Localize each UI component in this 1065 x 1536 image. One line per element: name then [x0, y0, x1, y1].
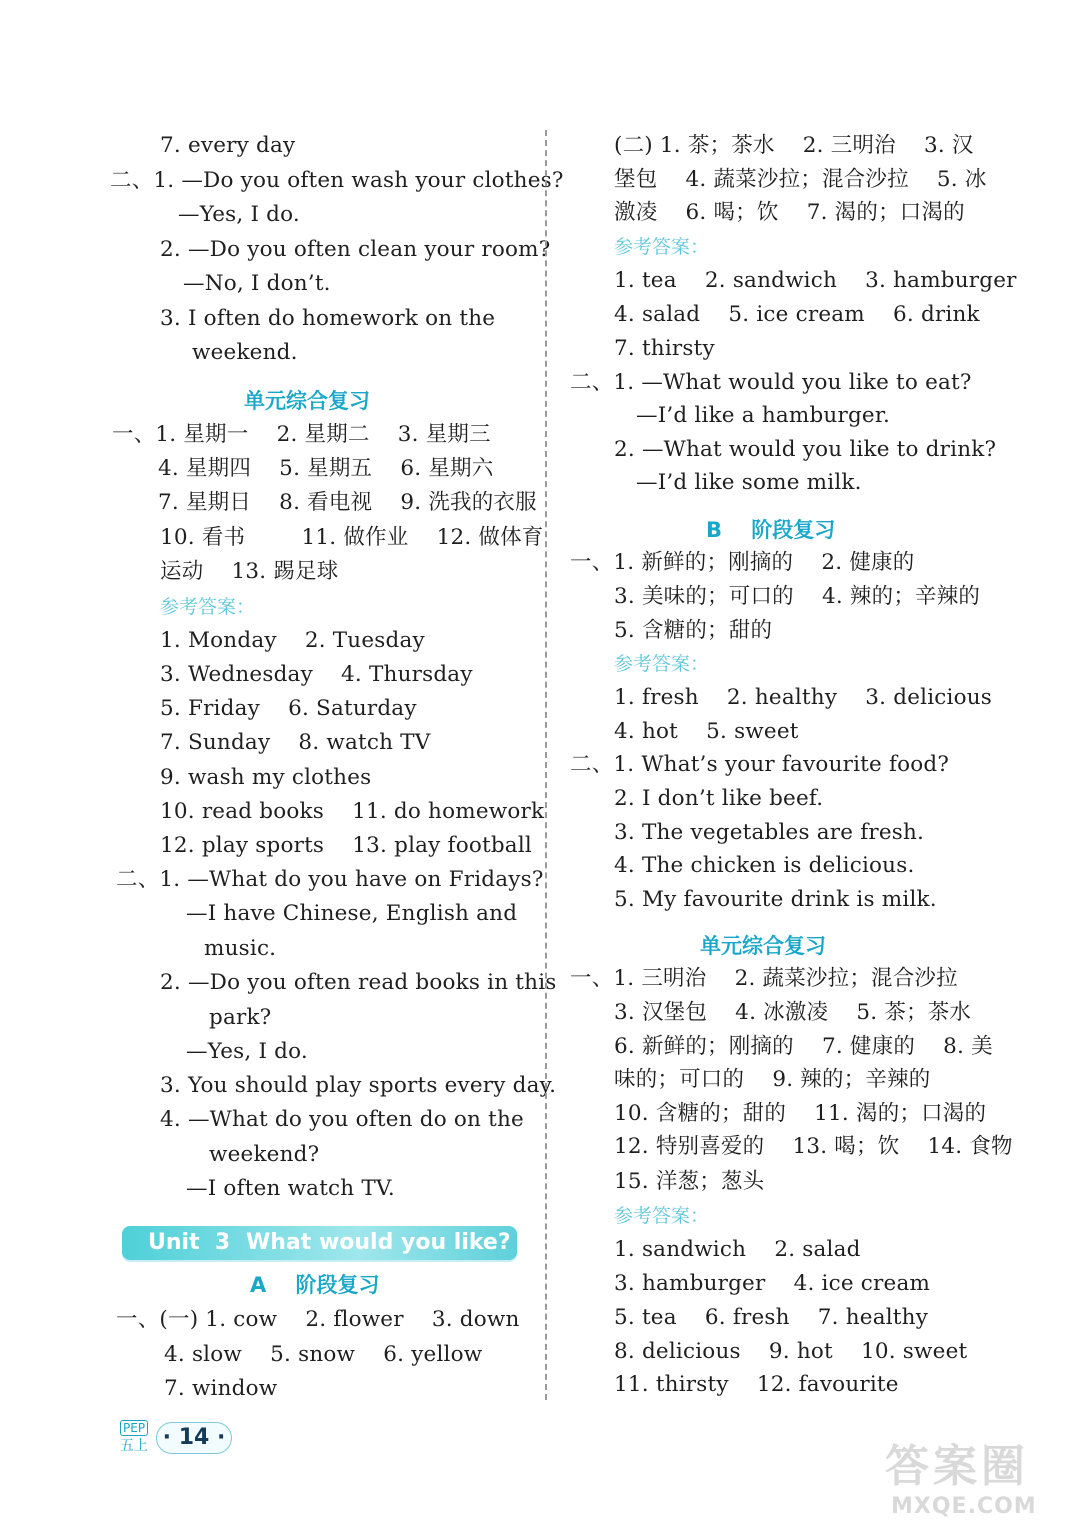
text-line: 3. I often do homework on the: [160, 306, 496, 331]
text-line: 1. sandwich 2. salad: [614, 1237, 861, 1262]
text-line: 二、1. What’s your favourite food?: [570, 752, 950, 777]
text-line: 8. delicious 9. hot 10. sweet: [614, 1339, 968, 1364]
text-line: 二、1. —Do you often wash your clothes?: [110, 168, 564, 193]
text-line: 一、1. 星期一 2. 星期二 3. 星期三: [112, 422, 491, 447]
text-line: —I’d like a hamburger.: [636, 403, 890, 428]
reference-answer-label: 参考答案：: [614, 236, 710, 258]
text-line: —I’d like some milk.: [636, 470, 862, 495]
text-line: 运动 13. 踢足球: [160, 559, 339, 584]
text-line: —Yes, I do.: [186, 1039, 308, 1064]
text-line: 5. My favourite drink is milk.: [614, 887, 937, 912]
edition-label: PEP: [120, 1420, 148, 1436]
section-heading: 单元综合复习: [244, 389, 370, 413]
text-line: 4. 星期四 5. 星期五 6. 星期六: [158, 456, 494, 481]
text-line: 4. salad 5. ice cream 6. drink: [614, 302, 980, 327]
text-line: 3. hamburger 4. ice cream: [614, 1271, 931, 1296]
text-line: 2. —What would you like to drink?: [614, 437, 997, 462]
text-line: 2. I don’t like beef.: [614, 786, 824, 811]
text-line: 味的；可口的 9. 辣的；辛辣的: [614, 1067, 931, 1092]
text-line: 5. Friday 6. Saturday: [160, 696, 417, 721]
reference-answer-label: 参考答案：: [614, 653, 710, 675]
text-line: 10. 看书 11. 做作业 12. 做体育: [160, 525, 544, 550]
text-line: 5. 含糖的；甜的: [614, 618, 773, 643]
text-line: 7. Sunday 8. watch TV: [160, 730, 431, 755]
text-line: music.: [204, 936, 277, 961]
page-number-badge: [118, 1418, 234, 1458]
unit-number: Unit 3: [148, 1230, 231, 1255]
page-number-box: [156, 1422, 232, 1454]
text-line: 2. —Do you often read books in this: [160, 970, 557, 995]
text-line: 3. Wednesday 4. Thursday: [160, 662, 473, 687]
text-line: —Yes, I do.: [178, 202, 300, 227]
text-line: 9. wash my clothes: [160, 765, 372, 790]
text-line: 5. tea 6. fresh 7. healthy: [614, 1305, 929, 1330]
text-line: 3. 美味的；可口的 4. 辣的；辛辣的: [614, 584, 981, 609]
text-line: (二) 1. 茶；茶水 2. 三明治 3. 汉: [614, 133, 974, 158]
text-line: weekend?: [209, 1142, 320, 1167]
text-line: 10. 含糖的；甜的 11. 渴的；口渴的: [614, 1101, 987, 1126]
text-line: 7. every day: [160, 133, 296, 158]
text-line: 1. tea 2. sandwich 3. hamburger: [614, 268, 1017, 293]
text-line: 3. 汉堡包 4. 冰激凌 5. 茶；茶水: [614, 1000, 972, 1025]
section-heading: B 阶段复习: [706, 518, 836, 542]
text-line: 1. fresh 2. healthy 3. delicious: [614, 685, 993, 710]
text-line: 3. You should play sports every day.: [160, 1073, 557, 1098]
unit-banner: [122, 1226, 517, 1260]
text-line: 7. window: [164, 1376, 278, 1401]
text-line: weekend.: [192, 340, 298, 365]
text-line: 4. The chicken is delicious.: [614, 853, 915, 878]
text-line: 2. —Do you often clean your room?: [160, 237, 551, 262]
text-line: 15. 洋葱；葱头: [614, 1169, 765, 1194]
text-line: 4. —What do you often do on the: [160, 1107, 524, 1132]
watermark-url: MXQE.COM: [891, 1494, 1037, 1519]
text-line: 堡包 4. 蔬菜沙拉；混合沙拉 5. 冰: [614, 167, 987, 192]
text-line: park?: [209, 1005, 272, 1030]
text-line: —I often watch TV.: [186, 1176, 395, 1201]
section-heading: 单元综合复习: [700, 934, 826, 958]
grade-label: 五上: [120, 1438, 148, 1454]
text-line: 1. Monday 2. Tuesday: [160, 628, 425, 653]
column-divider: [545, 130, 547, 1400]
text-line: 二、1. —What would you like to eat?: [570, 370, 972, 395]
page-number: · 14 ·: [162, 1425, 226, 1450]
text-line: 二、1. —What do you have on Fridays?: [116, 867, 544, 892]
reference-answer-label: 参考答案：: [160, 596, 256, 618]
text-line: 一、1. 新鲜的；刚摘的 2. 健康的: [570, 550, 915, 575]
reference-answer-label: 参考答案：: [614, 1205, 710, 1227]
text-line: 7. thirsty: [614, 336, 715, 361]
text-line: 12. 特别喜爱的 13. 喝；饮 14. 食物: [614, 1134, 1013, 1159]
text-line: 10. read books 11. do homework: [160, 799, 545, 824]
text-line: 12. play sports 13. play football: [160, 833, 532, 858]
watermark-logo: [885, 1442, 1055, 1526]
text-line: 4. slow 5. snow 6. yellow: [164, 1342, 483, 1367]
watermark-text: 答案圈: [885, 1441, 1029, 1492]
text-line: —No, I don’t.: [183, 271, 331, 296]
text-line: 一、1. 三明治 2. 蔬菜沙拉；混合沙拉: [570, 966, 958, 991]
text-line: —I have Chinese, English and: [186, 901, 518, 926]
text-line: 一、(一) 1. cow 2. flower 3. down: [116, 1307, 520, 1332]
text-line: 11. thirsty 12. favourite: [614, 1372, 899, 1397]
section-heading: A 阶段复习: [250, 1273, 380, 1297]
text-line: 4. hot 5. sweet: [614, 719, 799, 744]
unit-title: What would you like?: [246, 1230, 511, 1255]
text-line: 6. 新鲜的；刚摘的 7. 健康的 8. 美: [614, 1034, 993, 1059]
text-line: 7. 星期日 8. 看电视 9. 洗我的衣服: [158, 490, 537, 515]
text-line: 激凌 6. 喝；饮 7. 渴的；口渴的: [614, 200, 965, 225]
text-line: 3. The vegetables are fresh.: [614, 820, 925, 845]
